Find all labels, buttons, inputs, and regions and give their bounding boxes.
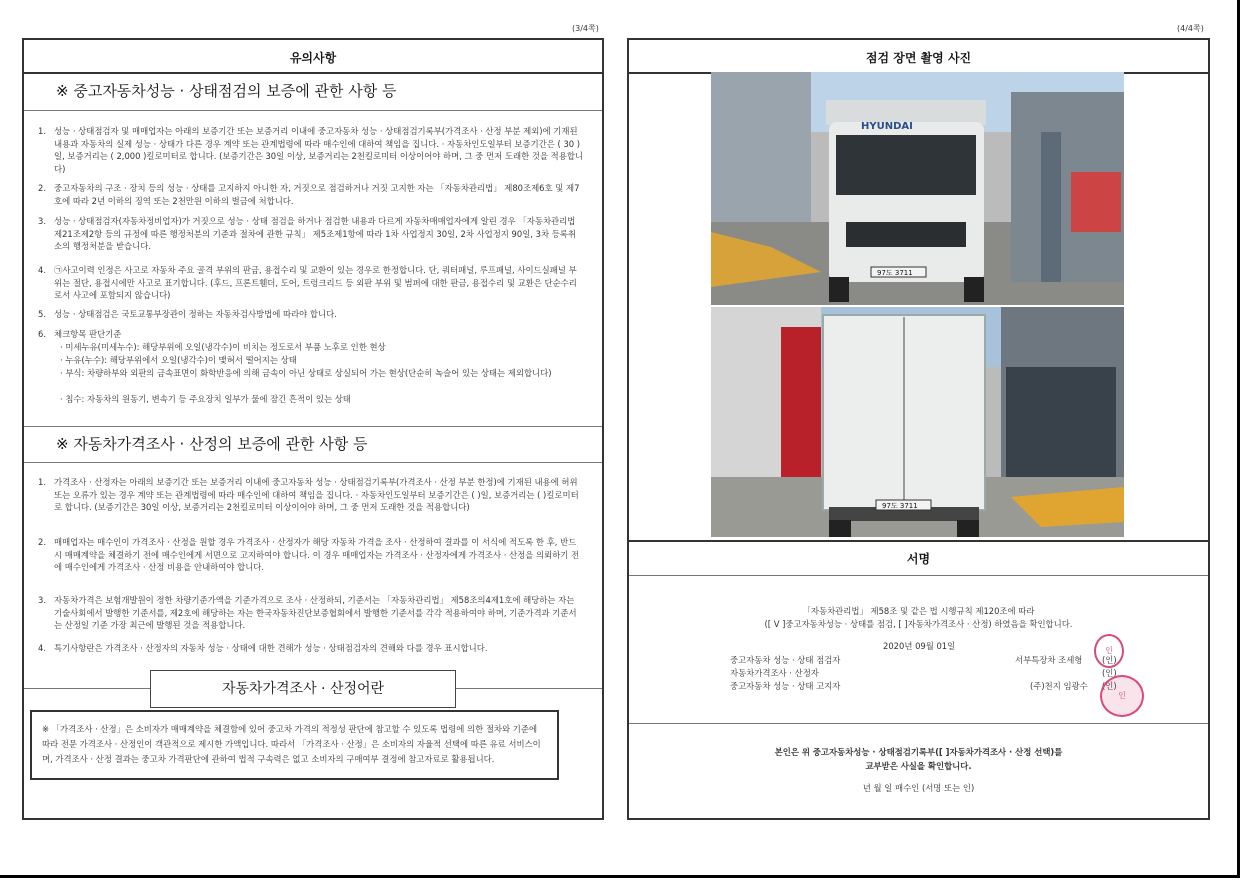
list-item: 4. 특기사항란은 가격조사 · 산정자의 자동차 성능 · 상태에 대한 견해가 성능 · 상태점검자의 견해와 다를 경우 표시합니다. <box>38 643 488 653</box>
signer-role: 자동차가격조사 · 산정자 <box>730 668 819 678</box>
signer-role: 중고자동차 성능 · 상태 고지자 <box>730 681 841 691</box>
seal-stamp-icon: 인 <box>1094 634 1124 668</box>
signer-name: (주)천지 임광수 <box>1030 681 1088 691</box>
law-line-2: ([ V ]중고자동차성능 · 상태를 점검, [ ]자동차가격조사 · 산정) 하였음을 확인합니다. <box>764 619 1073 629</box>
criteria-item: · 부식: 차량하부와 외판의 금속표면이 화학반응에 의해 금속이 아닌 상태로 상실되어 가는 현상(단순히 녹슬어 있는 상태는 제외합니다) <box>60 368 552 378</box>
seal-mark: (인) <box>1102 655 1117 665</box>
list-item: 2. 중고자동차의 구조 · 장치 등의 성능 · 상태를 고지하지 아니한 자, 거짓으로 점검하거나 거짓 고지한 자는 「자동차관리법」 제80조제6호 및 제7호에 따라 2년 이하의 징역 또는 2천만원 이하의 벌금에 처합니다. <box>38 183 580 206</box>
list-item: 1. 성능 · 상태점검자 및 매매업자는 아래의 보증기간 또는 보증거리 이내에 중고자동차 성능 · 상태점검기록부(가격조사 · 산정 부분 제외)에 기재된 내용과 자동차의 실제 성능 · 상태가 다른 경우 계약 또는 관계법령에 따라 매수인에 대하여 책임을 집니다. · 자동차인도일부터 보증기간은 ( 30 )일, 보증거리는 ( 2,000 )킬로미터로 합니다. (보증기간은 30일 이상, 보증거리는 2천킬로미터 이상이어야 하며, 그 중 먼저 도래한 것을 적용합니다) <box>38 126 584 175</box>
inspection-photo-rear <box>711 307 1124 537</box>
list-item: 5. 성능 · 상태점검은 국토교통부장관이 정하는 자동차검사방법에 따라야 합니다. <box>38 309 337 319</box>
criteria-item: · 침수: 자동차의 원동기, 변속기 등 주요장치 일부가 물에 잠긴 흔적이 있는 상태 <box>60 394 351 404</box>
svg-text:97도 3711: 97도 3711 <box>882 502 918 510</box>
seal-stamp-icon: 인 <box>1100 675 1144 717</box>
receipt-line-1: 본인은 위 중고자동차성능 · 상태점검기록부([ ]자동차가격조사 · 산정 선택)를 <box>774 747 1063 757</box>
signer-name: 서부특장차 조세형 <box>1015 655 1083 665</box>
truck-rear-image <box>711 307 1124 537</box>
page-number-left: (3/4쪽) <box>572 24 599 33</box>
list-item: 6. 체크항목 판단기준 <box>38 329 122 339</box>
receipt-sign-line: 년 월 일 매수인 (서명 또는 인) <box>862 783 975 793</box>
seal-mark: (인) <box>1102 681 1117 691</box>
list-item: 3. 성능 · 상태점검자(자동차정비업자)가 거짓으로 성능 · 상태 점검을 하거나 점검한 내용과 다르게 자동차매매업자에게 알린 경우 「자동차관리법 제21조제2항 등의 규정에 따른 행정처분의 기준과 절차에 관한 규칙」 제5조제1항에 따라 1차 사업정지 30일, 2차 사업정지 90일, 3차 등록취소의 행정처분을 받습니다. <box>38 216 576 252</box>
price-survey-title: 자동차가격조사 · 산정어란 <box>150 670 456 708</box>
list-item: 4. ㉠사고이력 인정은 사고로 자동차 주요 골격 부위의 판금, 용접수리 및 교환이 있는 경우로 한정합니다. 단, 쿼터패널, 루프패널, 사이드실패널 부위는 절단, 용접시에만 사고로 표기합니다. (후드, 프론트휀더, 도어, 트렁크리드 등 외판 부위 및 범퍼에 대한 판금, 용접수리 및 교환은 단순수리로서 사고에 포함되지 않습니다) <box>38 265 577 301</box>
svg-text:HYUNDAI: HYUNDAI <box>861 121 913 132</box>
photo-title: 점검 장면 촬영 사진 <box>865 51 972 65</box>
seal-mark: (인) <box>1102 668 1117 678</box>
svg-text:97도 3711: 97도 3711 <box>877 269 913 277</box>
receipt-line-2: 교부받은 사실을 확인합니다. <box>865 761 972 771</box>
list-item: 3. 자동차가격은 보험개발원이 정한 차량기준가액을 기준가격으로 조사 · 산정하되, 기준서는 「자동차관리법」 제58조의4제1호에 해당하는 자는 기술사회에서 발행한 기준서를, 제2호에 해당하는 자는 한국자동차진단보증협회에서 발행한 기준서를 각각 적용하여야 하며, 기준가격과 기준서는 산정일 기준 가장 최근에 발행된 것을 적용합니다. <box>38 595 577 631</box>
criteria-item: · 미세누유(미세누수): 해당부위에 오일(냉각수)이 비치는 정도로서 부품 노후로 인한 현상 <box>60 342 386 352</box>
criteria-item: · 누유(누수): 해당부위에서 오일(냉각수)이 맺혀서 떨어지는 상태 <box>60 355 297 365</box>
inspection-photo-front <box>711 72 1124 305</box>
law-line-1: 「자동차관리법」 제58조 및 같은 법 시행규칙 제120조에 따라 <box>802 606 1035 616</box>
section2-heading: ※ 자동차가격조사 · 산정의 보증에 관한 사항 등 <box>56 435 368 453</box>
signer-role: 중고자동차 성능 · 상태 점검자 <box>730 655 841 665</box>
list-item: 2. 매매업자는 매수인이 가격조사 · 산정을 원할 경우 가격조사 · 산정자가 해당 자동차 가격을 조사 · 산정하여 결과를 이 서식에 적도록 한 후, 반드시 매매계약을 체결하기 전에 매수인에게 서면으로 고지하여야 합니다. 이 경우 매매업자는 가격조사 · 산정자에게 가격조사 · 산정을 의뢰하기 전에 매수인에게 가격조사 · 산정 비용을 안내하여야 합니다. <box>38 537 580 573</box>
page-number-right: (4/4쪽) <box>1177 24 1204 33</box>
truck-front-image <box>711 72 1124 305</box>
list-item: 1. 가격조사 · 산정자는 아래의 보증기간 또는 보증거리 이내에 중고자동차 성능 · 상태점검기록부(가격조사 · 산정 부분 한정)에 기재된 내용에 허위 또는 오류가 있는 경우 계약 또는 관계법령에 따라 매수인에 대하여 책임을 집니다. · 자동차인도일부터 보증기간은 ( )일, 보증거리는 ( )킬로미터로 합니다. (보증기간은 30일 이상, 보증거리는 2천킬로미터 이상이어야 하며, 그 중 먼저 도래한 것을 적용합니다) <box>38 477 579 513</box>
section1-heading: ※ 중고자동차성능 · 상태점검의 보증에 관한 사항 등 <box>56 82 397 100</box>
notice-text: ※ 「가격조사 · 산정」은 소비자가 매매계약을 체결함에 있어 중고차 가격의 적정성 판단에 참고할 수 있도록 법령에 의한 절차와 기준에 따라 전문 가격조사 · 산정인이 객관적으로 제시한 가액입니다. 따라서 「가격조사 · 산정」은 소비자의 자율적 선택에 따른 유료 서비스이며, 가격조사 · 산정 결과는 중고차 가격판단에 관하여 법적 구속력은 없고 소비자의 구매여부 결정에 참고자료로 활용됩니다. <box>42 724 541 764</box>
signature-title: 서명 <box>906 552 931 566</box>
price-survey-notice <box>30 710 559 780</box>
notes-title: 유의사항 <box>289 51 337 65</box>
sign-date: 2020년 09월 01일 <box>883 641 956 651</box>
